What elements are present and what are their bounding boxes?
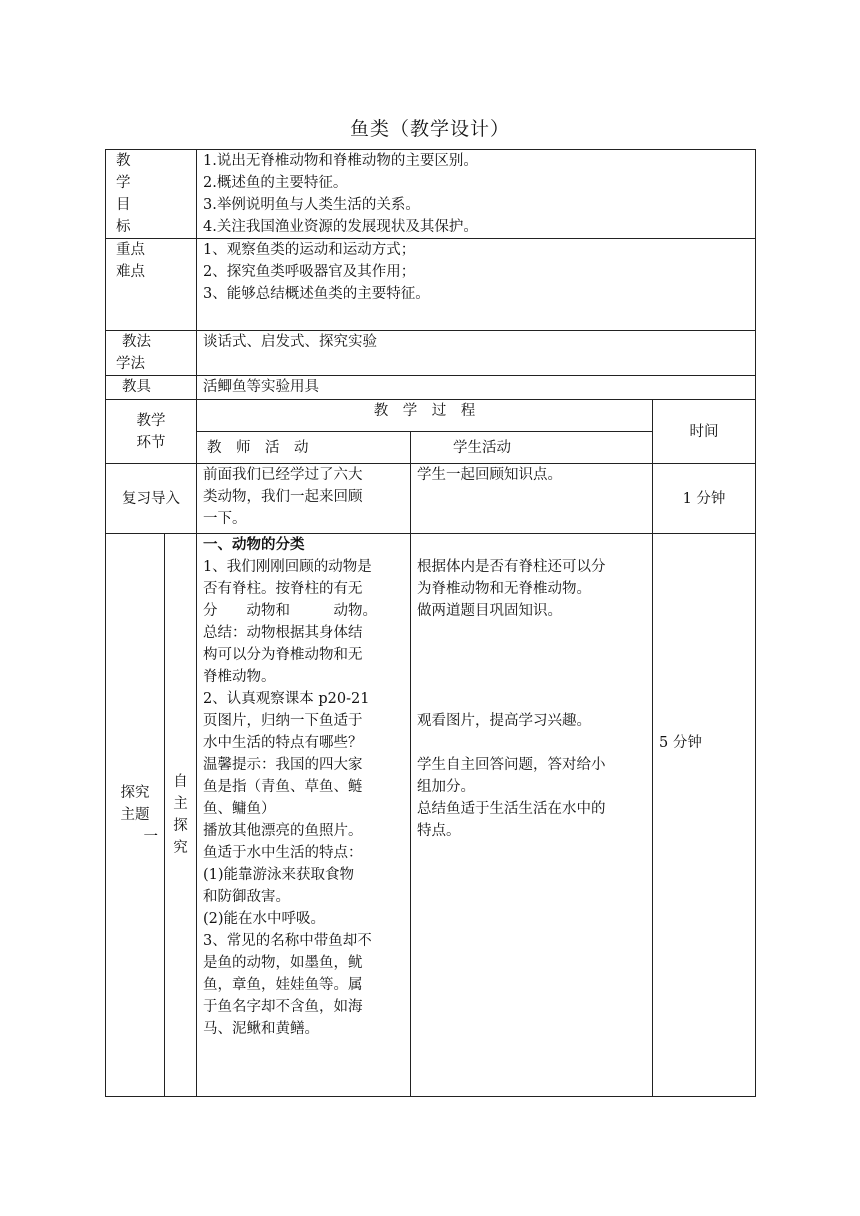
explore-stage	[106, 534, 165, 1097]
goal-item: 3.举例说明鱼与人类生活的关系。	[203, 197, 420, 213]
lesson-plan-table	[105, 149, 756, 1097]
tools-row	[106, 376, 756, 400]
explore-student-line: 特点。	[417, 823, 461, 839]
key-point-item: 1、观察鱼类的运动和运动方式；	[203, 242, 416, 258]
key-points-label-line: 重点	[116, 242, 145, 258]
goals-row	[106, 150, 756, 239]
time-header: 时间	[653, 400, 756, 464]
explore-teacher-line: 播放其他漂亮的鱼照片。	[203, 823, 363, 839]
goals-label-char: 标	[116, 219, 131, 235]
key-points-row	[106, 239, 756, 331]
explore-sub-stage	[165, 534, 197, 1097]
goals-label-char: 学	[116, 175, 131, 191]
explore-teacher-line: 鱼是指（青鱼、草鱼、鲢	[203, 779, 363, 795]
explore-sub-char: 究	[173, 840, 188, 856]
teacher-activity-header: 教 师 活 动	[197, 432, 411, 464]
student-activity-header: 学生活动	[411, 432, 653, 464]
explore-stage-line: 探究	[120, 785, 150, 801]
explore-student-line: 总结鱼适于生活生活在水中的	[417, 801, 606, 817]
stage-header	[106, 400, 197, 464]
explore-row	[106, 534, 756, 1097]
explore-student-line: 组加分。	[417, 779, 475, 795]
explore-teacher-line: 鱼，章鱼，娃娃鱼等。属	[203, 977, 363, 993]
review-teacher-line: 类动物，我们一起来回顾	[203, 489, 363, 505]
process-header-row	[106, 400, 756, 432]
explore-teacher-line: 3、常见的名称中带鱼却不	[203, 933, 372, 949]
explore-stage-line: 一	[143, 829, 158, 845]
explore-time: 5 分钟	[653, 534, 756, 1097]
explore-heading: 一、动物的分类	[203, 536, 305, 553]
key-points-label	[106, 239, 197, 331]
explore-sub-char: 主	[173, 796, 188, 812]
review-student: 学生一起回顾知识点。	[411, 464, 653, 534]
explore-student-line: 学生自主回答问题，答对给小	[417, 757, 606, 773]
explore-teacher	[197, 534, 411, 1097]
page-title: 鱼类（教学设计）	[349, 118, 510, 140]
goal-item: 2.概述鱼的主要特征。	[203, 175, 348, 191]
explore-teacher-line: 脊椎动物。	[203, 669, 276, 685]
explore-teacher-line: (1)能靠游泳来获取食物	[203, 867, 355, 883]
explore-teacher-line: 2、认真观察课本 p20-21	[203, 691, 370, 707]
explore-sub-char: 自	[173, 774, 188, 790]
goals-label-char: 教	[116, 153, 131, 169]
explore-student-line: 做两道题目巩固知识。	[417, 603, 562, 619]
explore-student-line: 为脊椎动物和无脊椎动物。	[417, 581, 591, 597]
explore-teacher-line: 总结：动物根据其身体结	[203, 625, 363, 641]
goals-content	[197, 150, 756, 239]
explore-teacher-line: 马、泥鳅和黄鳝。	[203, 1021, 319, 1037]
explore-stage-line: 主题	[120, 807, 150, 823]
explore-teacher-line: 是鱼的动物，如墨鱼，鱿	[203, 955, 363, 971]
explore-teacher-line: 1、我们刚刚回顾的动物是	[203, 559, 372, 575]
methods-row	[106, 331, 756, 376]
explore-sub-char: 探	[173, 818, 188, 834]
explore-teacher-line: 鱼适于水中生活的特点：	[203, 845, 363, 861]
explore-student-line: 观看图片，提高学习兴趣。	[417, 713, 591, 729]
methods-label-line: 教法	[122, 334, 151, 350]
methods-label-line: 学法	[116, 356, 145, 372]
stage-header-line: 环节	[136, 434, 166, 451]
methods-content: 谈话式、启发式、探究实验	[197, 331, 756, 376]
explore-teacher-line: 构可以分为脊椎动物和无	[203, 647, 363, 663]
review-time: 1 分钟	[653, 464, 756, 534]
tools-content: 活鲫鱼等实验用具	[197, 376, 756, 400]
review-teacher	[197, 464, 411, 534]
explore-teacher-line: 于鱼名字却不含鱼，如海	[203, 999, 363, 1015]
explore-student-line: 根据体内是否有脊柱还可以分	[417, 559, 606, 575]
explore-teacher-line: 否有脊柱。按脊柱的有无	[203, 581, 363, 597]
review-stage: 复习导入	[106, 464, 197, 534]
key-points-content	[197, 239, 756, 331]
explore-teacher-line: 水中生活的特点有哪些？	[203, 735, 363, 751]
goals-label-char: 目	[116, 197, 131, 213]
process-header: 教 学 过 程	[197, 400, 653, 432]
explore-teacher-line: (2)能在水中呼吸。	[203, 911, 326, 927]
review-teacher-line: 一下。	[203, 511, 247, 527]
explore-teacher-line: 温馨提示：我国的四大家	[203, 757, 363, 773]
key-points-label-line: 难点	[116, 264, 145, 280]
goal-item: 4.关注我国渔业资源的发展现状及其保护。	[203, 219, 478, 235]
stage-header-line: 教学	[136, 412, 166, 429]
explore-student	[411, 534, 653, 1097]
key-point-item: 3、能够总结概述鱼类的主要特征。	[203, 286, 430, 302]
explore-teacher-line: 鱼、鳙鱼）	[203, 801, 276, 817]
methods-label	[106, 331, 197, 376]
goals-label	[106, 150, 197, 239]
goal-item: 1.说出无脊椎动物和脊椎动物的主要区别。	[203, 153, 478, 169]
explore-teacher-line: 分 动物和 动物。	[203, 603, 377, 619]
explore-teacher-line: 和防御敌害。	[203, 889, 290, 905]
tools-label: 教具	[106, 376, 197, 400]
review-row	[106, 464, 756, 534]
explore-teacher-line: 页图片，归纳一下鱼适于	[203, 713, 363, 729]
key-point-item: 2、探究鱼类呼吸器官及其作用；	[203, 264, 416, 280]
review-teacher-line: 前面我们已经学过了六大	[203, 467, 363, 483]
